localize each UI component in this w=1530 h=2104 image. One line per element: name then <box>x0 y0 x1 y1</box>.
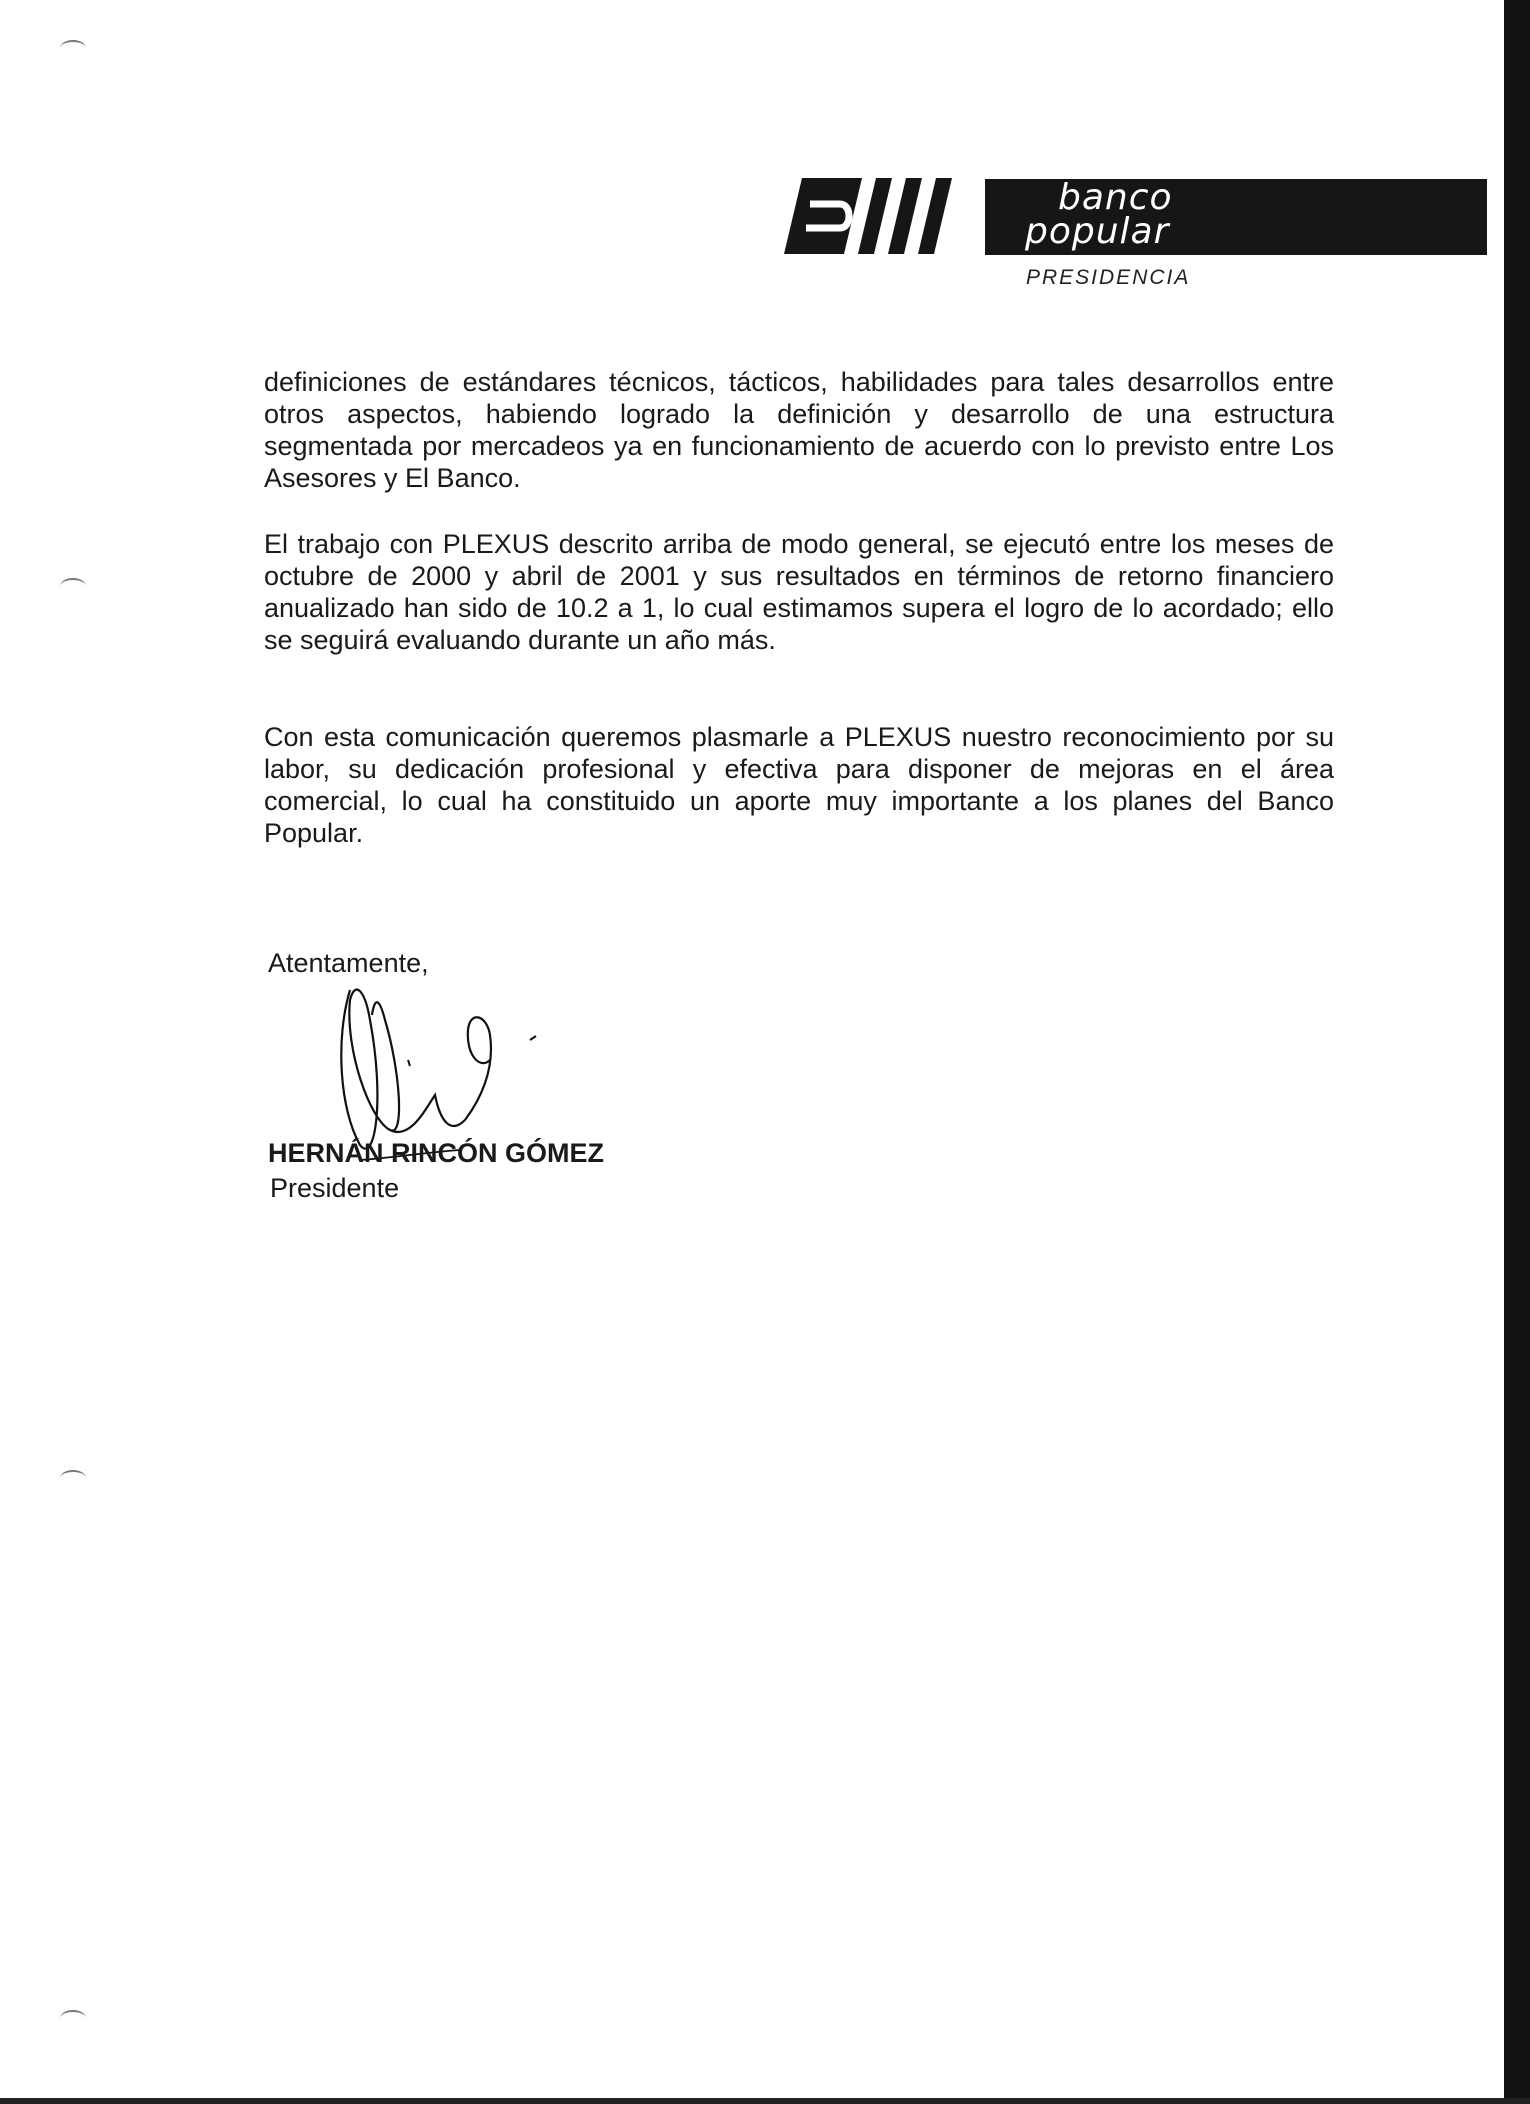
brand-name-line2: popular <box>1025 211 1170 252</box>
signer-title: Presidente <box>270 1173 400 1203</box>
scan-edge-right <box>1504 0 1530 2104</box>
bank-logo-icon <box>780 176 990 256</box>
signer-name: HERNÁN RINCÓN GÓMEZ <box>268 1138 604 1168</box>
punch-hole-mark <box>60 578 86 594</box>
scan-edge-bottom <box>0 2098 1530 2104</box>
punch-hole-mark <box>60 2010 86 2026</box>
body-paragraph: El trabajo con PLEXUS descrito arriba de modo general, se ejecutó entre los meses de octubre de 2000 y abril de 2001 y sus resultados en términos de retorno financiero anualizado han sido de 10.2 a 1, lo cual estimamos supera el logro de lo acordado; ello se seguirá evaluando durante un año más. <box>264 529 1334 655</box>
punch-hole-mark <box>60 1470 86 1486</box>
letterhead <box>780 176 1487 294</box>
punch-hole-mark <box>60 40 86 56</box>
body-paragraph: definiciones de estándares técnicos, tácticos, habilidades para tales desarrollos entre otros aspectos, habiendo logrado la definición y desarrollo de una estructura segmentada por mercadeos ya en funcionamiento de acuerdo con lo previsto entre Los Asesores y El Banco. <box>264 367 1334 493</box>
department-label: PRESIDENCIA <box>1026 266 1191 289</box>
brand-name-line1: banco <box>1058 177 1173 218</box>
closing-salutation: Atentamente, <box>268 948 429 978</box>
body-paragraph: Con esta comunicación queremos plasmarle a PLEXUS nuestro reconocimiento por su labor, su dedicación profesional y efectiva para disponer de mejoras en el área comercial, lo cual ha constituido un aporte muy importante a los planes del Banco Popular. <box>264 722 1334 848</box>
